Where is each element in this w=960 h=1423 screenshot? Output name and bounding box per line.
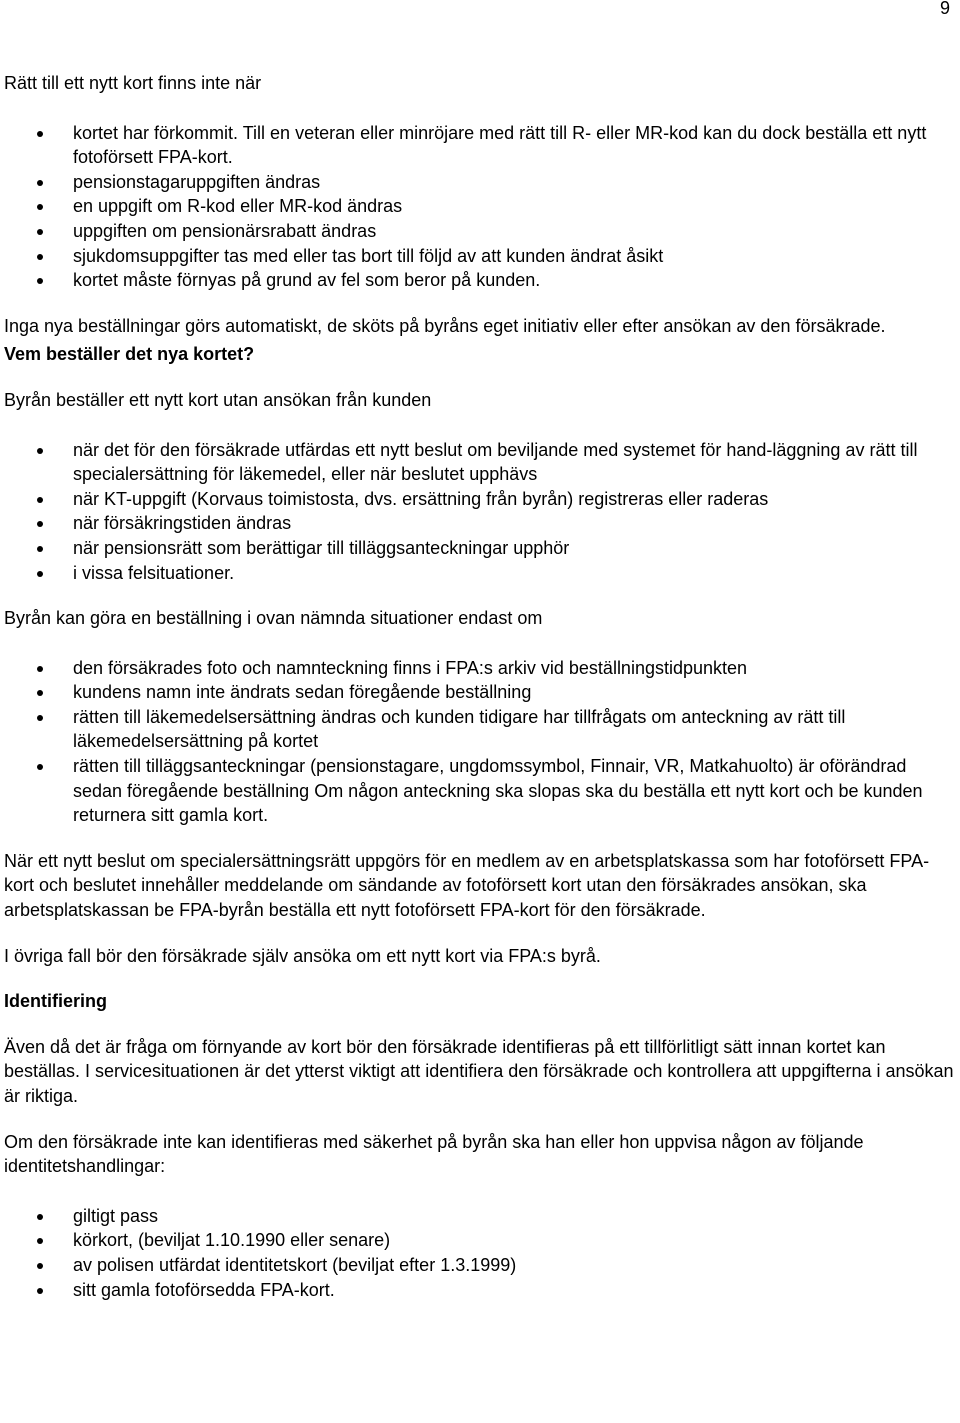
bullet-icon <box>37 764 43 770</box>
page-number: 9 <box>939 0 950 18</box>
bullet-icon <box>37 497 43 503</box>
list-item: pensionstagaruppgiften ändras <box>4 170 954 195</box>
section1-note: Inga nya beställningar görs automatiskt, de sköts på byråns eget initiativ eller efter ansökan av den försäkrade. <box>4 315 886 336</box>
bullet-icon <box>37 715 43 721</box>
bullet-icon <box>37 1263 43 1269</box>
bullet-icon <box>37 229 43 235</box>
section2-intro2: Byrån kan göra en beställning i ovan nämnda situationer endast om <box>4 608 543 629</box>
section2-paragraph-1: När ett nytt beslut om specialersättningsrätt uppgörs för en medlem av en arbetsplatskassa som har fotoförsett FPA-kort och beslutet innehåller meddelande om sändande av fotoförsett kort utan den försäkrades ansökan, ska arbetsplatskassan be FPA-byrån beställa ett nytt fotoförsett FPA-kort för den försäkrade. <box>4 850 930 921</box>
bullet-icon <box>37 131 43 137</box>
section1-intro: Rätt till ett nytt kort finns inte när <box>4 73 262 93</box>
list-item: när KT-uppgift (Korvaus toimistosta, dvs. ersättning från byrån) registreras eller raderas <box>4 487 954 512</box>
list-item: kundens namn inte ändrats sedan föregående beställning <box>4 680 954 705</box>
bullet-icon <box>37 690 43 696</box>
bullet-icon <box>37 1288 43 1294</box>
bullet-icon <box>37 546 43 552</box>
list-item: uppgiften om pensionärsrabatt ändras <box>4 219 954 244</box>
section3-paragraph-2: Om den försäkrade inte kan identifieras med säkerhet på byrån ska han eller hon uppvisa någon av följande identitetshandlingar: <box>4 1131 864 1177</box>
section1-list <box>4 121 954 293</box>
list-item: när pensionsrätt som berättigar till tilläggsanteckningar upphör <box>4 536 954 561</box>
list-item: giltigt pass <box>4 1204 954 1229</box>
bullet-icon <box>37 278 43 284</box>
list-item: den försäkrades foto och namnteckning finns i FPA:s arkiv vid beställningstidpunkten <box>4 656 954 681</box>
section2-list <box>4 438 954 586</box>
bullet-icon <box>37 1238 43 1244</box>
list-item: rätten till tilläggsanteckningar (pensionstagare, ungdomssymbol, Finnair, VR, Matkahuolto) är oförändrad sedan föregående beställning Om någon anteckning ska slopas ska du beställa ett nytt kort och be kunden returnera sitt gamla kort. <box>4 754 954 828</box>
bullet-icon <box>37 180 43 186</box>
bullet-icon <box>37 448 43 454</box>
list-item: i vissa felsituationer. <box>4 561 954 586</box>
section2-list2 <box>4 656 954 828</box>
list-item: körkort, (beviljat 1.10.1990 eller senare) <box>4 1228 954 1253</box>
section3-list <box>4 1204 954 1302</box>
bullet-icon <box>37 571 43 577</box>
bullet-icon <box>37 204 43 210</box>
list-item: kortet har förkommit. Till en veteran eller minröjare med rätt till R- eller MR-kod kan du dock beställa ett nytt fotoförsett FPA-kort. <box>4 121 954 170</box>
list-item: rätten till läkemedelsersättning ändras och kunden tidigare har tillfrågats om anteckning av rätt till läkemedelsersättning på kortet <box>4 705 954 754</box>
bullet-icon <box>37 521 43 527</box>
section2-paragraph-2: I övriga fall bör den försäkrade själv ansöka om ett nytt kort via FPA:s byrå. <box>4 945 601 966</box>
bullet-icon <box>37 254 43 260</box>
list-item: sitt gamla fotoförsedda FPA-kort. <box>4 1278 954 1303</box>
list-item: när försäkringstiden ändras <box>4 511 954 536</box>
list-item: när det för den försäkrade utfärdas ett nytt beslut om beviljande med systemet för hand-läggning av rätt till specialersättning för läkemedel, eller när beslutet upphävs <box>4 438 954 487</box>
bullet-icon <box>37 1214 43 1220</box>
section3-heading: Identifiering <box>4 991 107 1012</box>
list-item: av polisen utfärdat identitetskort (beviljat efter 1.3.1999) <box>4 1253 954 1278</box>
list-item: kortet måste förnyas på grund av fel som beror på kunden. <box>4 268 954 293</box>
section2-intro: Byrån beställer ett nytt kort utan ansökan från kunden <box>4 389 432 410</box>
document-body <box>4 71 954 1302</box>
list-item: en uppgift om R-kod eller MR-kod ändras <box>4 194 954 219</box>
bullet-icon <box>37 666 43 672</box>
section3-paragraph-1: Även då det är fråga om förnyande av kort bör den försäkrade identifieras på ett tillförlitligt sätt innan kortet kan beställas. I servicesituationen är det ytterst viktigt att identifiera den försäkrade och kontrollera att uppgifterna i ansökan är riktiga. <box>4 1036 954 1106</box>
list-item: sjukdomsuppgifter tas med eller tas bort till följd av att kunden ändrat åsikt <box>4 244 954 269</box>
section2-heading: Vem beställer det nya kortet? <box>4 344 255 365</box>
